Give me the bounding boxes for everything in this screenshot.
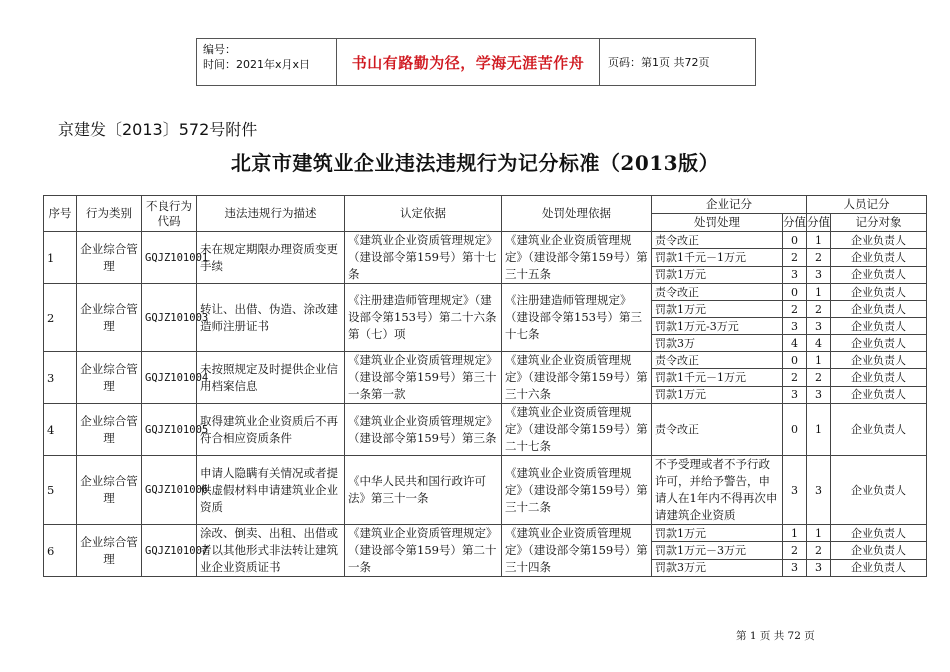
penalty-cell: 责令改正 (652, 404, 783, 456)
penalty-cell: 责令改正 (652, 232, 783, 249)
penalty-cell: 罚款1千元－1万元 (652, 249, 783, 266)
corp-score-cell: 0 (783, 352, 807, 369)
penalty-cell: 罚款3万 (652, 335, 783, 352)
target-cell: 企业负责人 (831, 352, 927, 369)
header-meta (197, 39, 337, 85)
behavior-type: 企业综合管理 (77, 456, 142, 525)
corp-score-cell: 4 (783, 335, 807, 352)
page-info: 页码：第1页 共72页 (608, 56, 710, 69)
person-score-cell: 4 (807, 335, 831, 352)
table-row (44, 284, 927, 301)
penalty-basis-text: 《建筑业企业资质管理规定》（建设部令第159号）第三十四条 (502, 525, 652, 577)
behavior-desc: 未在规定期限办理资质变更手续 (197, 232, 345, 284)
target-cell: 企业负责人 (831, 232, 927, 249)
person-score-cell: 3 (807, 456, 831, 525)
behavior-code: GQJZ101006 (142, 456, 197, 525)
behavior-desc: 申请人隐瞒有关情况或者提供虚假材料申请建筑业企业资质 (197, 456, 345, 525)
document-subtitle: 京建发〔2013〕572号附件 (58, 120, 258, 139)
header-basis: 认定依据 (345, 196, 502, 232)
table-row (44, 232, 927, 249)
behavior-type: 企业综合管理 (77, 284, 142, 352)
person-score-cell: 1 (807, 232, 831, 249)
behavior-desc: 取得建筑业企业资质后不再符合相应资质条件 (197, 404, 345, 456)
corp-score-cell: 2 (783, 542, 807, 559)
basis-text: 《中华人民共和国行政许可法》第三十一条 (345, 456, 502, 525)
table-row (44, 352, 927, 369)
header-corp-score: 企业记分 (652, 196, 807, 214)
behavior-code: GQJZ101003 (142, 284, 197, 352)
behavior-desc: 转让、出借、伪造、涂改建造师注册证书 (197, 284, 345, 352)
behavior-desc: 涂改、倒卖、出租、出借或者以其他形式非法转让建筑业企业资质证书 (197, 525, 345, 577)
corp-score-cell: 0 (783, 404, 807, 456)
penalty-cell: 罚款1万元 (652, 525, 783, 542)
behavior-type: 企业综合管理 (77, 525, 142, 577)
penalty-cell: 罚款1千元－1万元 (652, 369, 783, 386)
penalty-cell: 不予受理或者不予行政许可，并给予警告，申请人在1年内不得再次申请建筑企业资质 (652, 456, 783, 525)
corp-score-cell: 2 (783, 369, 807, 386)
person-score-cell: 2 (807, 369, 831, 386)
person-score-cell: 3 (807, 318, 831, 335)
scoring-table (43, 195, 927, 577)
target-cell: 企业负责人 (831, 335, 927, 352)
behavior-code: GQJZ101007 (142, 525, 197, 577)
penalty-cell: 责令改正 (652, 352, 783, 369)
row-number: 6 (44, 525, 77, 577)
time-label: 时间：2021年x月x日 (203, 58, 311, 71)
corp-score-cell: 3 (783, 559, 807, 576)
page-footer: 第 1 页 共 72 页 (736, 630, 815, 642)
target-cell: 企业负责人 (831, 369, 927, 386)
behavior-type: 企业综合管理 (77, 352, 142, 404)
header-desc: 违法违规行为描述 (197, 196, 345, 232)
basis-text: 《建筑业企业资质管理规定》（建设部令第159号）第十七条 (345, 232, 502, 284)
penalty-cell: 罚款1万元-3万元 (652, 318, 783, 335)
row-number: 3 (44, 352, 77, 404)
person-score-cell: 1 (807, 352, 831, 369)
basis-text: 《建筑业企业资质管理规定》（建设部令第159号）第三条 (345, 404, 502, 456)
target-cell: 企业负责人 (831, 559, 927, 576)
corp-score-cell: 2 (783, 301, 807, 318)
person-score-cell: 3 (807, 386, 831, 403)
table-row (44, 456, 927, 525)
header-person-score: 人员记分 (807, 196, 927, 214)
penalty-basis-text: 《建筑业企业资质管理规定》（建设部令第159号）第二十七条 (502, 404, 652, 456)
table-row (44, 525, 927, 542)
corp-score-cell: 3 (783, 386, 807, 403)
header-score-person: 分值 (807, 214, 831, 232)
header-code: 不良行为代码 (142, 196, 197, 232)
behavior-code: GQJZ101001 (142, 232, 197, 284)
row-number: 1 (44, 232, 77, 284)
penalty-cell: 罚款1万元 (652, 266, 783, 283)
person-score-cell: 2 (807, 249, 831, 266)
corp-score-cell: 3 (783, 266, 807, 283)
target-cell: 企业负责人 (831, 318, 927, 335)
target-cell: 企业负责人 (831, 456, 927, 525)
row-number: 5 (44, 456, 77, 525)
penalty-basis-text: 《注册建造师管理规定》（建设部令第153号）第三十七条 (502, 284, 652, 352)
penalty-cell: 罚款3万元 (652, 559, 783, 576)
target-cell: 企业负责人 (831, 542, 927, 559)
penalty-cell: 罚款1万元 (652, 386, 783, 403)
target-cell: 企业负责人 (831, 249, 927, 266)
header-score-corp: 分值 (783, 214, 807, 232)
penalty-cell: 罚款1万元 (652, 301, 783, 318)
page-header-box (196, 38, 756, 86)
person-score-cell: 2 (807, 542, 831, 559)
person-score-cell: 1 (807, 284, 831, 301)
corp-score-cell: 0 (783, 284, 807, 301)
person-score-cell: 3 (807, 559, 831, 576)
header-target: 记分对象 (831, 214, 927, 232)
header-type: 行为类别 (77, 196, 142, 232)
person-score-cell: 3 (807, 266, 831, 283)
behavior-type: 企业综合管理 (77, 232, 142, 284)
penalty-cell: 罚款1万元－3万元 (652, 542, 783, 559)
target-cell: 企业负责人 (831, 284, 927, 301)
basis-text: 《建筑业企业资质管理规定》（建设部令第159号）第二十一条 (345, 525, 502, 577)
document-title: 北京市建筑业企业违法违规行为记分标准（2013版） (230, 151, 720, 175)
penalty-basis-text: 《建筑业企业资质管理规定》（建设部令第159号）第三十五条 (502, 232, 652, 284)
corp-score-cell: 3 (783, 456, 807, 525)
corp-score-cell: 2 (783, 249, 807, 266)
header-penalty: 处罚处理 (652, 214, 783, 232)
table-body (44, 232, 927, 577)
target-cell: 企业负责人 (831, 525, 927, 542)
penalty-basis-text: 《建筑业企业资质管理规定》（建设部令第159号）第三十六条 (502, 352, 652, 404)
basis-text: 《建筑业企业资质管理规定》（建设部令第159号）第三十一条第一款 (345, 352, 502, 404)
target-cell: 企业负责人 (831, 386, 927, 403)
penalty-basis-text: 《建筑业企业资质管理规定》（建设部令第159号）第三十二条 (502, 456, 652, 525)
table-row (44, 404, 927, 456)
target-cell: 企业负责人 (831, 301, 927, 318)
target-cell: 企业负责人 (831, 404, 927, 456)
basis-text: 《注册建造师管理规定》（建设部令第153号）第二十六条第（七）项 (345, 284, 502, 352)
penalty-cell: 责令改正 (652, 284, 783, 301)
behavior-code: GQJZ101004 (142, 352, 197, 404)
number-label: 编号： (203, 43, 236, 56)
corp-score-cell: 3 (783, 318, 807, 335)
person-score-cell: 1 (807, 404, 831, 456)
person-score-cell: 1 (807, 525, 831, 542)
motto-text: 书山有路勤为径，学海无涯苦作舟 (337, 39, 600, 85)
header-seq: 序号 (44, 196, 77, 232)
behavior-desc: 未按照规定及时提供企业信用档案信息 (197, 352, 345, 404)
target-cell: 企业负责人 (831, 266, 927, 283)
behavior-code: GQJZ101005 (142, 404, 197, 456)
header-penalty-basis: 处罚处理依据 (502, 196, 652, 232)
corp-score-cell: 1 (783, 525, 807, 542)
person-score-cell: 2 (807, 301, 831, 318)
behavior-type: 企业综合管理 (77, 404, 142, 456)
row-number: 2 (44, 284, 77, 352)
corp-score-cell: 0 (783, 232, 807, 249)
row-number: 4 (44, 404, 77, 456)
